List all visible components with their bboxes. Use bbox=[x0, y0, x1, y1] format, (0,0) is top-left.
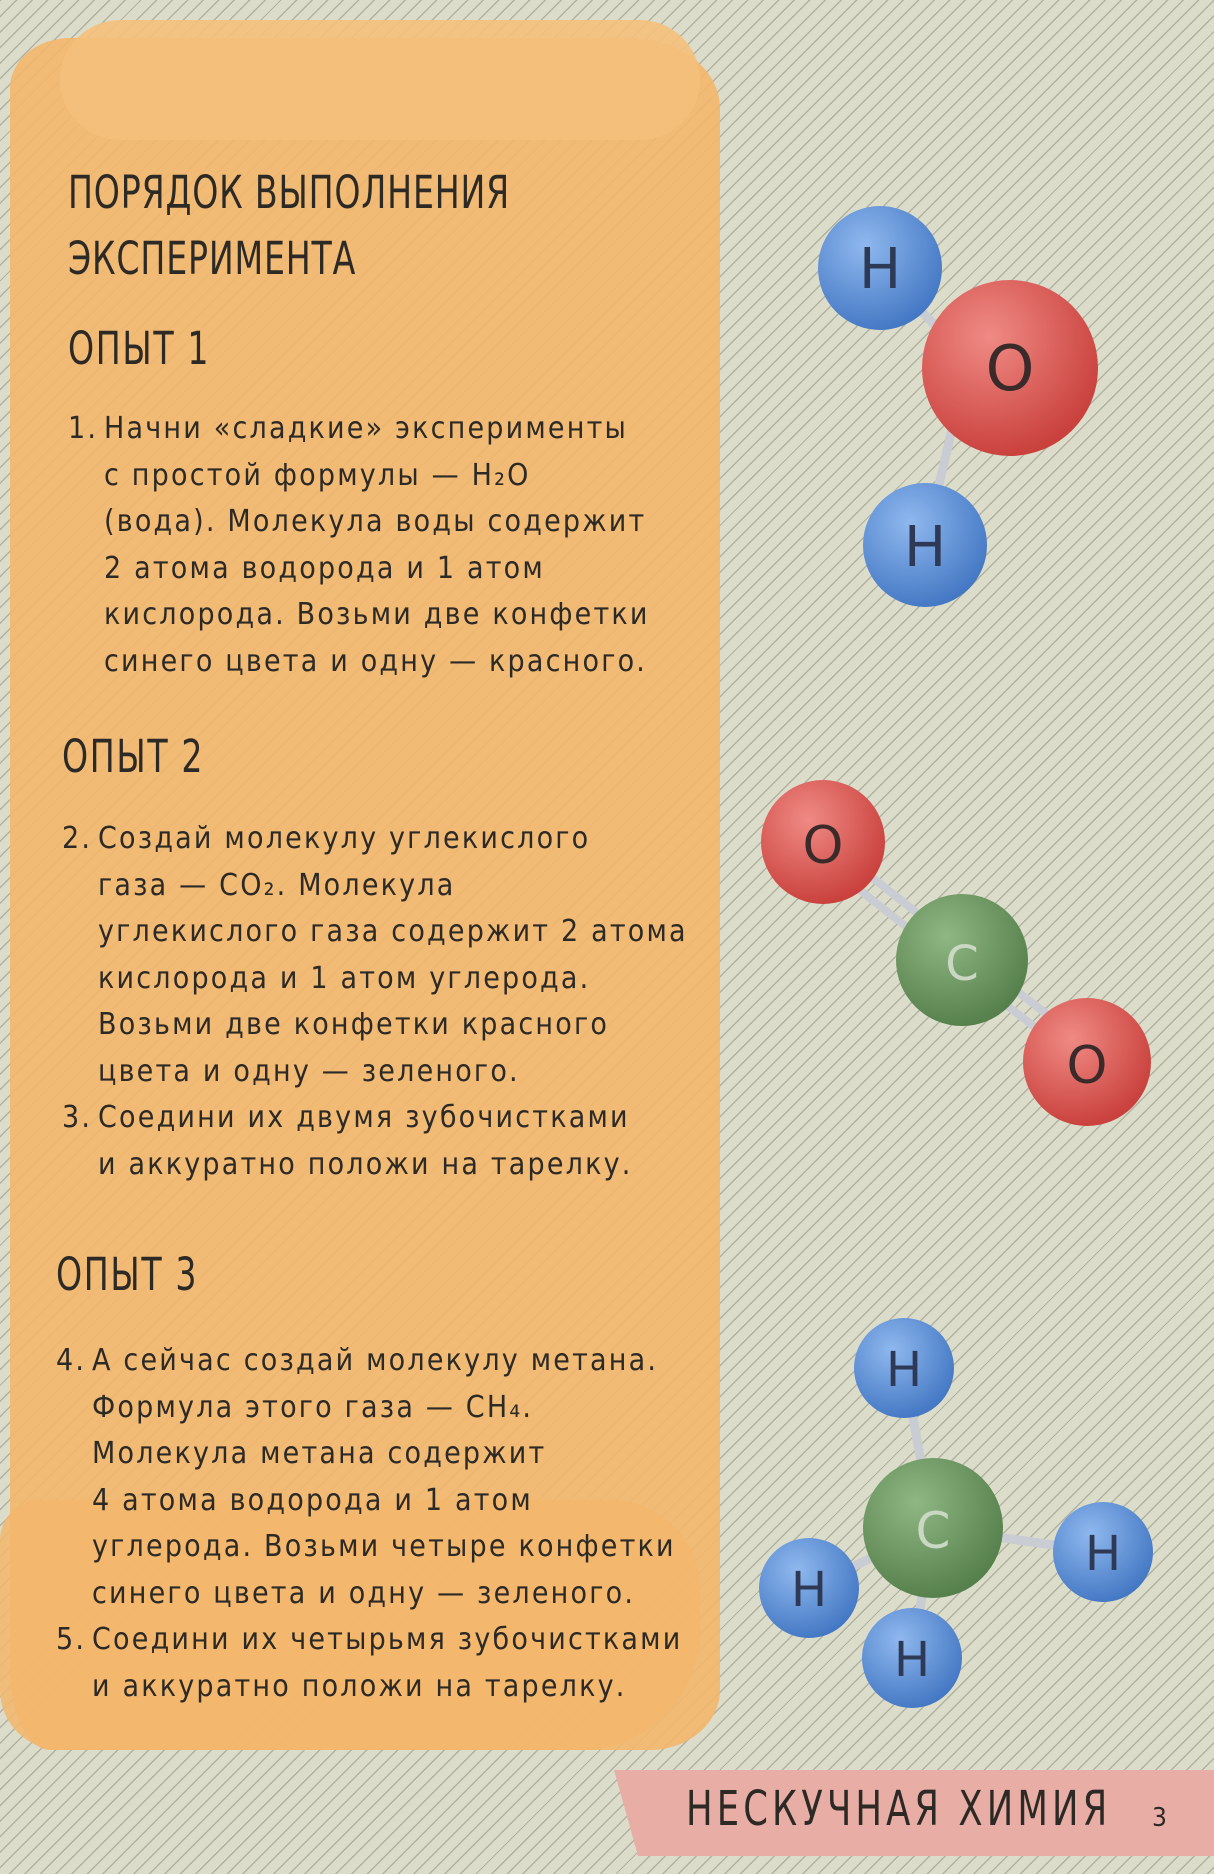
step-number: 3. bbox=[62, 1100, 93, 1135]
svg-text:H: H bbox=[790, 1562, 828, 1618]
step-number: 1. bbox=[68, 411, 99, 446]
hydrogen-atom bbox=[759, 1538, 859, 1638]
step-2 bbox=[62, 816, 688, 1095]
carbon-atom bbox=[863, 1458, 1003, 1598]
experiment-3-steps bbox=[56, 1338, 682, 1710]
step-number: 5. bbox=[56, 1622, 87, 1657]
step-text: А сейчас создай молекулу метана. Формула этого газа — CH₄. Молекула метана содержит 4 атома водорода и 1 атом углерода. Возьми четыре конфетки синего цвета и одну — зеленого. bbox=[92, 1343, 676, 1611]
step-5 bbox=[56, 1617, 682, 1710]
svg-text:O: O bbox=[802, 816, 844, 876]
carbon-dioxide-molecule-illustration bbox=[740, 770, 1160, 1140]
methane-molecule-illustration bbox=[750, 1310, 1170, 1730]
step-3 bbox=[62, 1095, 688, 1188]
svg-text:H: H bbox=[903, 515, 947, 580]
hydrogen-atom bbox=[1053, 1502, 1153, 1602]
book-title: НЕСКУЧНАЯ ХИМИЯ bbox=[686, 1781, 1112, 1837]
experiment-3-heading: ОПЫТ 3 bbox=[56, 1248, 199, 1301]
svg-text:C: C bbox=[915, 1502, 951, 1560]
experiment-2-steps bbox=[62, 816, 688, 1188]
oxygen-atom bbox=[922, 280, 1098, 456]
svg-text:H: H bbox=[885, 1342, 923, 1398]
experiment-2-heading: ОПЫТ 2 bbox=[62, 730, 205, 783]
hydrogen-atom bbox=[818, 206, 942, 330]
carbon-atom bbox=[896, 894, 1028, 1026]
step-text: Создай молекулу углекислого газа — CO₂. Молекула углекислого газа содержит 2 атома кислорода и 1 атом углерода. Возьми две конфетки красного цвета и одну — зеленого. bbox=[98, 821, 688, 1089]
hydrogen-atom bbox=[863, 483, 987, 607]
step-text: Соедини их двумя зубочистками и аккуратно положи на тарелку. bbox=[98, 1100, 633, 1182]
experiment-1-heading: ОПЫТ 1 bbox=[68, 322, 211, 375]
step-number: 2. bbox=[62, 821, 93, 856]
step-text: Соедини их четырьмя зубочистками и аккуратно положи на тарелку. bbox=[92, 1622, 683, 1704]
water-molecule-illustration bbox=[800, 190, 1130, 630]
step-number: 4. bbox=[56, 1343, 87, 1378]
oxygen-atom bbox=[761, 780, 885, 904]
step-1 bbox=[68, 406, 650, 685]
oxygen-atom bbox=[1023, 998, 1151, 1126]
hydrogen-atom bbox=[854, 1318, 954, 1418]
svg-text:C: C bbox=[945, 936, 979, 992]
page-number: 3 bbox=[1152, 1803, 1167, 1833]
step-4 bbox=[56, 1338, 682, 1617]
svg-text:H: H bbox=[1084, 1526, 1122, 1582]
experiment-1-steps bbox=[68, 406, 650, 685]
step-text: Начни «сладкие» эксперименты с простой формулы — H₂O (вода). Молекула воды содержит 2 атома водорода и 1 атом кислорода. Возьми две конфетки синего цвета и одну — красного. bbox=[104, 411, 650, 679]
page-title: ПОРЯДОК ВЫПОЛНЕНИЯ ЭКСПЕРИМЕНТА bbox=[68, 166, 511, 285]
svg-text:O: O bbox=[985, 332, 1035, 405]
svg-text:H: H bbox=[893, 1632, 931, 1688]
svg-text:O: O bbox=[1066, 1036, 1108, 1096]
svg-text:H: H bbox=[858, 237, 902, 302]
hydrogen-atom bbox=[862, 1608, 962, 1708]
